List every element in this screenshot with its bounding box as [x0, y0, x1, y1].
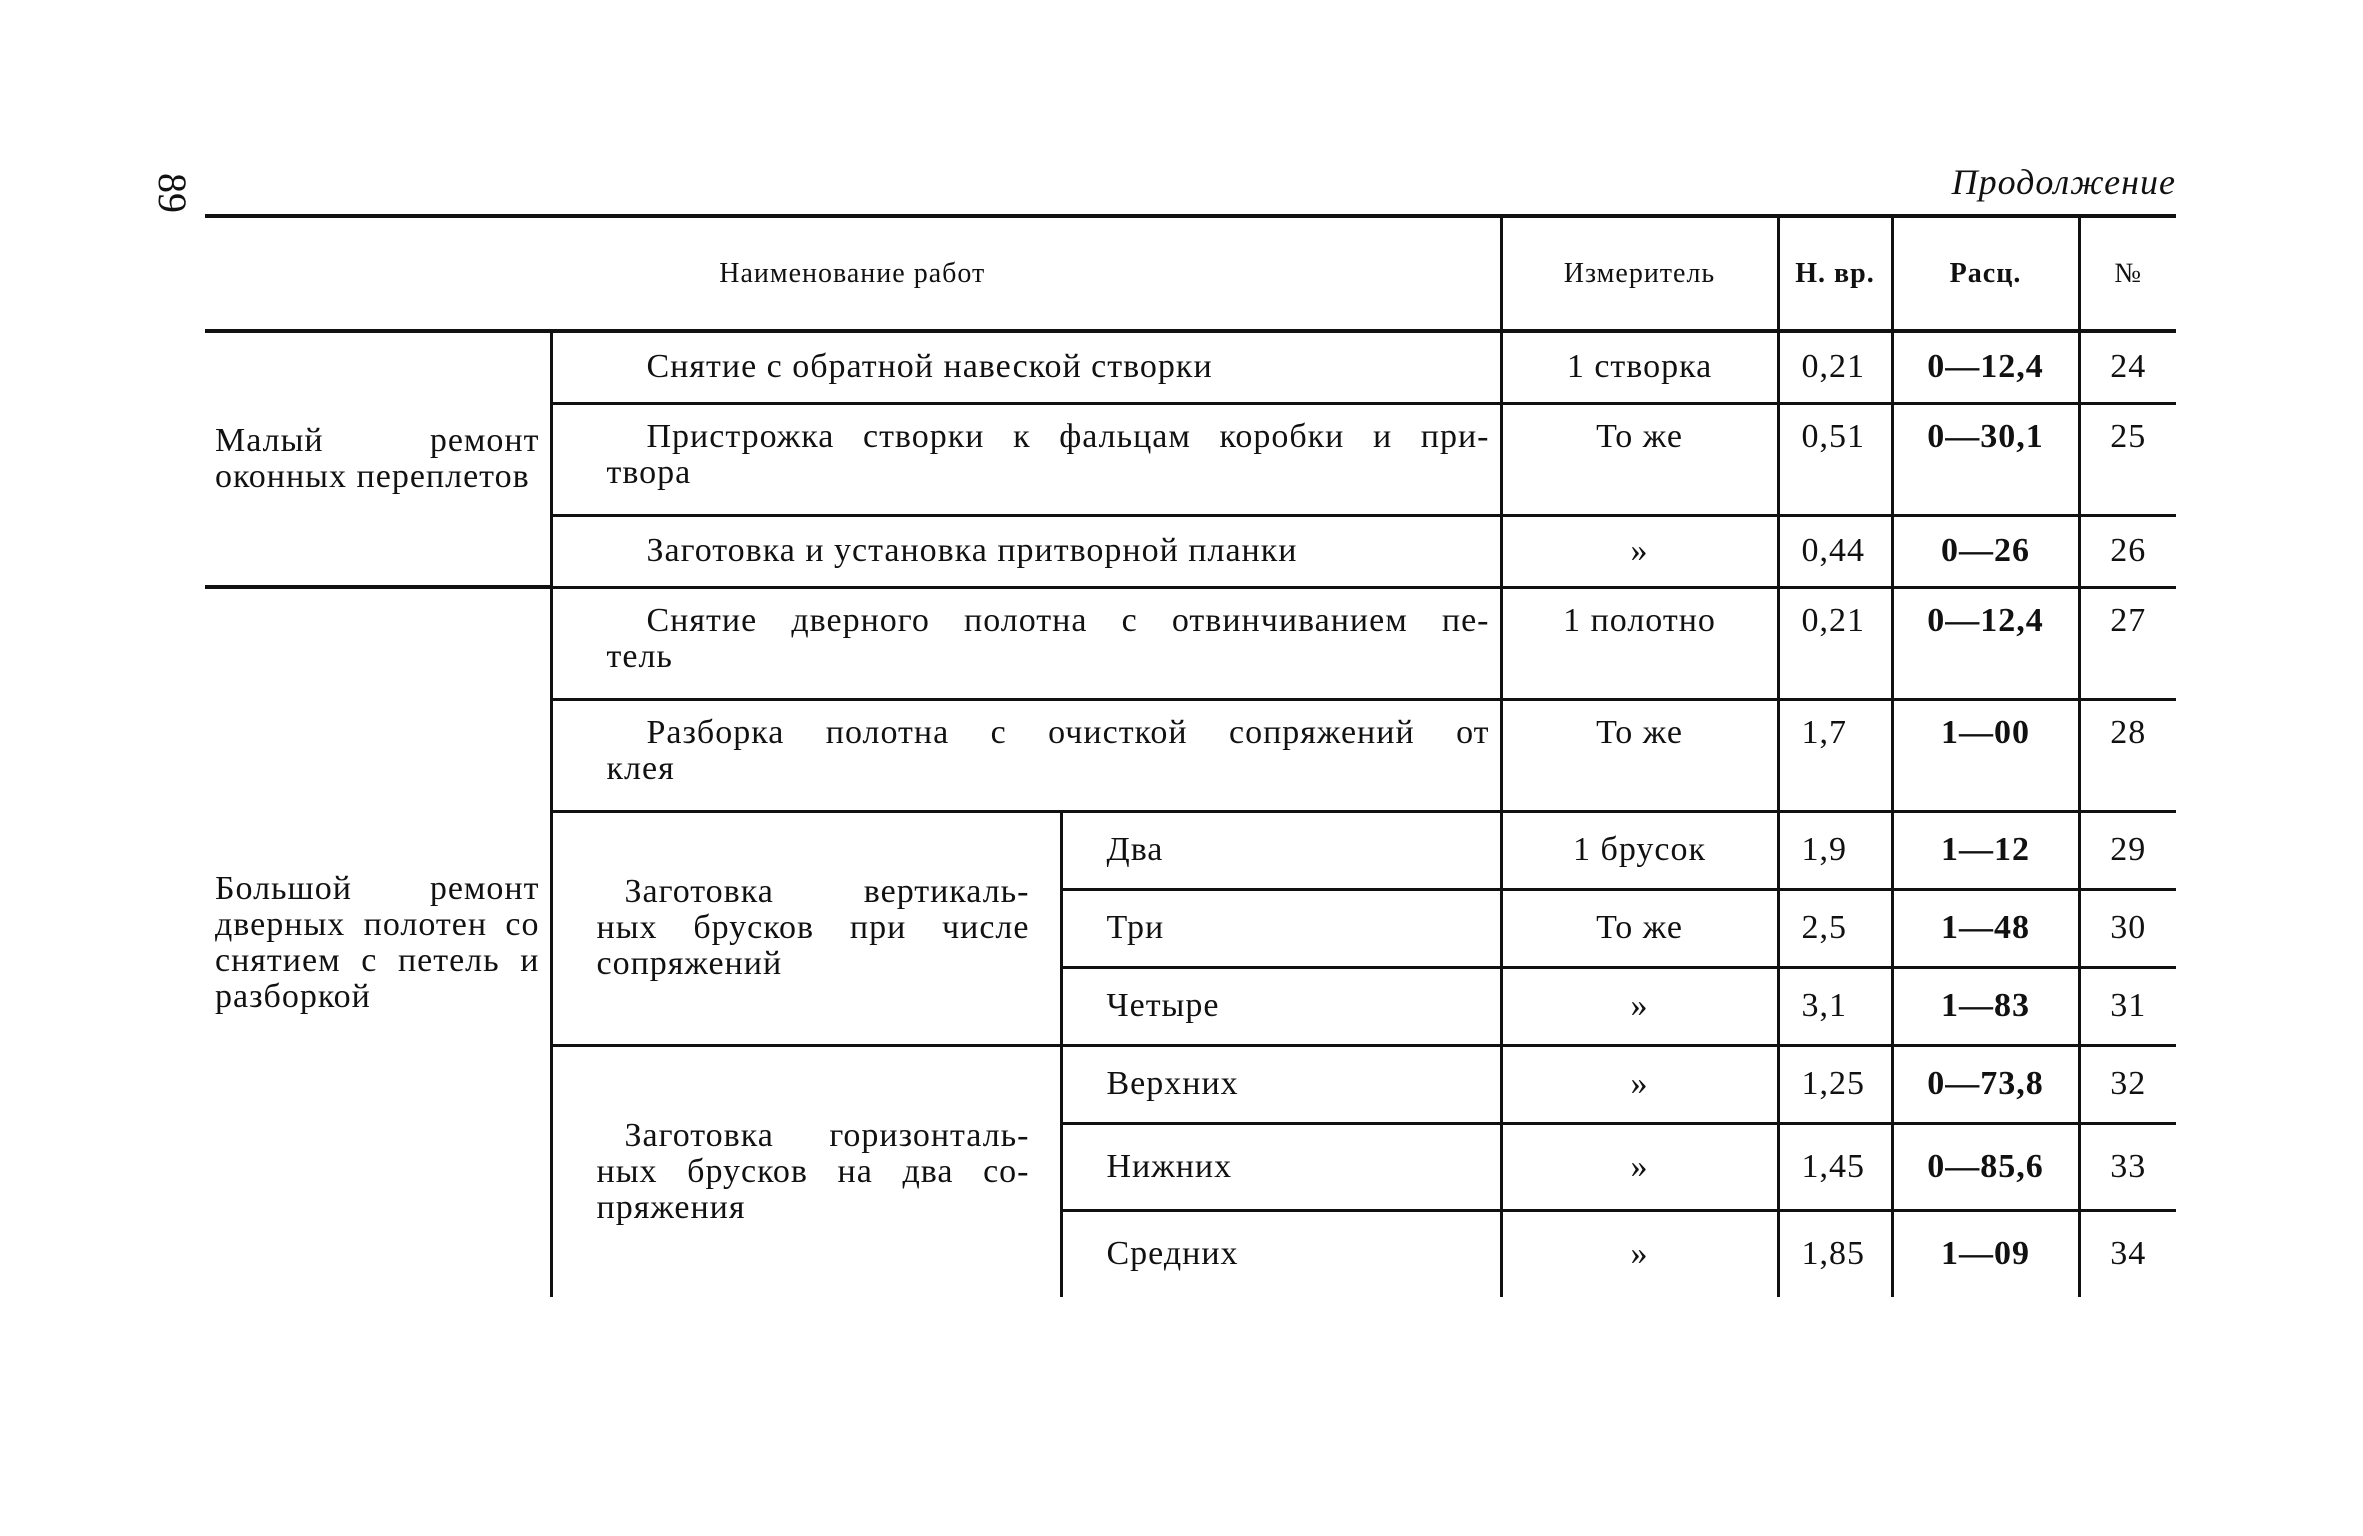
- header-rate: Расц.: [1892, 216, 2079, 331]
- row-number-cell: 25: [2079, 403, 2176, 515]
- table-row: [205, 331, 2176, 403]
- measure-cell: »: [1501, 515, 1778, 587]
- time-norm-cell: 1,7: [1778, 699, 1892, 811]
- measure-cell: То же: [1501, 403, 1778, 515]
- rate-cell: 1—00: [1892, 699, 2079, 811]
- page-number: 89: [150, 173, 195, 213]
- time-norm-cell: 0,44: [1778, 515, 1892, 587]
- work-name-line: твора: [606, 453, 692, 491]
- time-norm-cell: 1,25: [1778, 1045, 1892, 1123]
- subwork-cell: Три: [1061, 889, 1501, 967]
- rate-cell: 0—12,4: [1892, 587, 2079, 699]
- time-norm-cell: 0,21: [1778, 331, 1892, 403]
- work-name: Снятие с обратной навеской створки: [551, 331, 1501, 403]
- time-norm-cell: 0,51: [1778, 403, 1892, 515]
- row-number-cell: 26: [2079, 515, 2176, 587]
- rate-cell: 0—30,1: [1892, 403, 2079, 515]
- work-name: Заготовка и установка притворной планки: [551, 515, 1501, 587]
- subwork-cell: Нижних: [1061, 1123, 1501, 1210]
- rate-cell: 1—83: [1892, 967, 2079, 1045]
- measure-cell: 1 створка: [1501, 331, 1778, 403]
- measure-cell: 1 брусок: [1501, 811, 1778, 889]
- rate-cell: 0—26: [1892, 515, 2079, 587]
- time-norm-cell: 1,45: [1778, 1123, 1892, 1210]
- time-norm-cell: 3,1: [1778, 967, 1892, 1045]
- group-label-doors: Большой ремонт дверных полотен со снятием с петель и разборкой: [205, 587, 551, 1297]
- measure-cell: »: [1501, 1123, 1778, 1210]
- norms-table: [205, 214, 2176, 1297]
- work-name: [551, 699, 1501, 811]
- header-time-norm: Н. вр.: [1778, 216, 1892, 331]
- row-number-cell: 27: [2079, 587, 2176, 699]
- subgroup-label-vertical: [551, 811, 1061, 1045]
- row-number-cell: 32: [2079, 1045, 2176, 1123]
- subgroup-label-line: ных брусков на два со-пряжения: [596, 1152, 1030, 1226]
- rate-cell: 0—85,6: [1892, 1123, 2079, 1210]
- work-name-line: Снятие дверного полотна с отвинчиванием пе-: [646, 601, 1490, 639]
- rate-cell: 1—48: [1892, 889, 2079, 967]
- rate-cell: 1—12: [1892, 811, 2079, 889]
- row-number-cell: 34: [2079, 1210, 2176, 1297]
- row-number-cell: 29: [2079, 811, 2176, 889]
- measure-cell: 1 полотно: [1501, 587, 1778, 699]
- row-number-cell: 28: [2079, 699, 2176, 811]
- work-name: [551, 587, 1501, 699]
- subwork-cell: Четыре: [1061, 967, 1501, 1045]
- measure-cell: »: [1501, 1210, 1778, 1297]
- time-norm-cell: 1,9: [1778, 811, 1892, 889]
- work-name-line: клея: [606, 749, 675, 787]
- header-measure: Измеритель: [1501, 216, 1778, 331]
- measure-cell: То же: [1501, 889, 1778, 967]
- measure-cell: »: [1501, 967, 1778, 1045]
- subgroup-label-line: Заготовка горизонталь-: [624, 1116, 1030, 1154]
- group-label-windows: Малый ремонт оконных переплетов: [205, 331, 551, 587]
- subgroup-label-horizontal: [551, 1045, 1061, 1297]
- subwork-cell: Средних: [1061, 1210, 1501, 1297]
- row-number-cell: 24: [2079, 331, 2176, 403]
- continuation-label: Продолжение: [1951, 162, 2176, 202]
- subwork-cell: Верхних: [1061, 1045, 1501, 1123]
- subgroup-label-line: Заготовка вертикаль-: [624, 873, 1030, 910]
- measure-cell: »: [1501, 1045, 1778, 1123]
- measure-cell: То же: [1501, 699, 1778, 811]
- header-number: №: [2079, 216, 2176, 331]
- work-name-line: Пристрожка створки к фальцам коробки и при-: [646, 417, 1490, 455]
- time-norm-cell: 1,85: [1778, 1210, 1892, 1297]
- rate-cell: 0—73,8: [1892, 1045, 2079, 1123]
- subgroup-label-line: ных брусков при числе сопряжений: [596, 909, 1030, 982]
- table-row: [205, 587, 2176, 699]
- rate-cell: 1—09: [1892, 1210, 2079, 1297]
- time-norm-cell: 2,5: [1778, 889, 1892, 967]
- subwork-cell: Два: [1061, 811, 1501, 889]
- work-name-line: тель: [606, 637, 673, 675]
- table-header-row: [205, 216, 2176, 331]
- work-name: [551, 403, 1501, 515]
- time-norm-cell: 0,21: [1778, 587, 1892, 699]
- row-number-cell: 33: [2079, 1123, 2176, 1210]
- rate-cell: 0—12,4: [1892, 331, 2079, 403]
- work-name-line: Разборка полотна с очисткой сопряжений от: [646, 713, 1490, 751]
- header-work-name: Наименование работ: [205, 216, 1501, 331]
- row-number-cell: 30: [2079, 889, 2176, 967]
- row-number-cell: 31: [2079, 967, 2176, 1045]
